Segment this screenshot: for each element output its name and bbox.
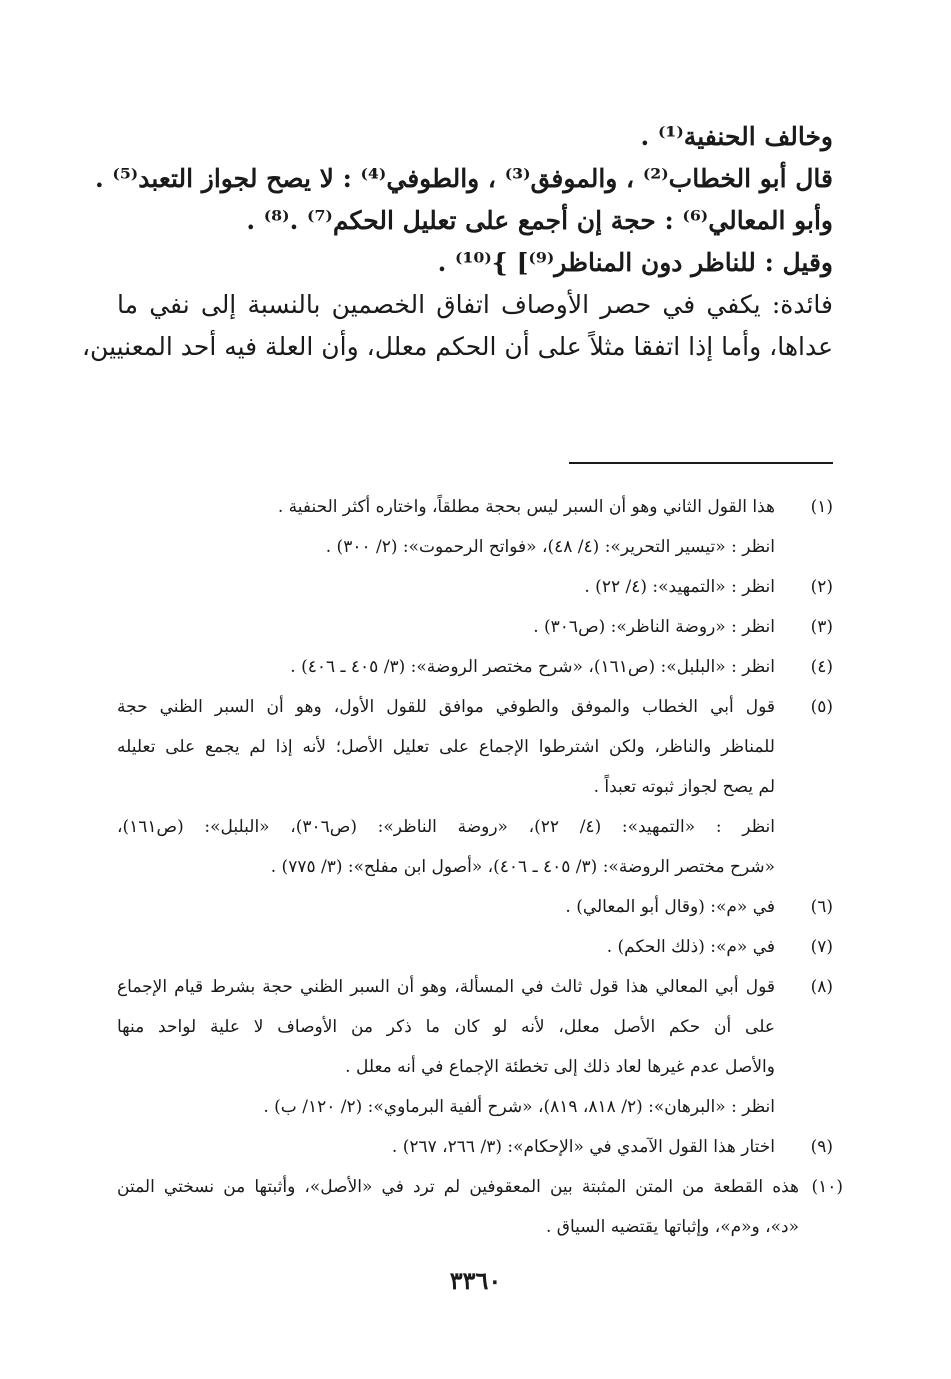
footnotes [117, 487, 843, 1247]
main-text [81, 116, 833, 368]
main-line: وأبو المعالي⁽⁶⁾ : حجة إن أجمع على تعليل الحكم⁽⁷⁾ .⁽⁸⁾ . [246, 206, 833, 235]
footnote-line: لم يصح لجواز ثبوته تعبداً . [593, 777, 775, 797]
footnote-line: قول أبي المعالي هذا قول ثالث في المسألة، وهو أن السبر الظني حجة بشرط قيام الإجماع [117, 977, 775, 997]
footnote-number: (٥) [810, 697, 833, 717]
footnote-number: (٦) [810, 897, 833, 917]
main-line: عداها، وأما إذا اتفقا مثلاً على أن الحكم معلل، وأن العلة فيه أحد المعنيين، [81, 332, 833, 361]
main-line: وخالف الحنفية⁽¹⁾ . [640, 122, 833, 151]
footnote-9 [117, 1127, 833, 1167]
footnote-line: والأصل عدم غيرها لعاد ذلك إلى تخطئة الإجماع في أنه معلل . [345, 1057, 775, 1077]
main-line: وقيل : للناظر دون المناظر⁽⁹⁾] }⁽¹⁰⁾ . [437, 248, 833, 277]
footnote-number: (١٠) [811, 1177, 843, 1197]
footnote-number: (٣) [810, 617, 833, 637]
footnote-line: في «م»: (ذلك الحكم) . [606, 937, 775, 957]
footnote-number: (٨) [810, 977, 833, 997]
footnote-line: انظر : «روضة الناظر»: (ص٣٠٦) . [533, 617, 775, 637]
footnote-line: انظر : «البرهان»: (٢/ ٨١٨، ٨١٩)، «شرح ألفية البرماوي»: (٢/ ١٢٠/ ب) . [263, 1097, 775, 1117]
footnote-line: انظر : «التمهيد»: (٤/ ٢٢)، «روضة الناظر»: (ص٣٠٦)، «البلبل»: (ص١٦١)، [117, 817, 776, 837]
footnote-10 [117, 1167, 843, 1247]
footnote-line: انظر : «تيسير التحرير»: (٤/ ٤٨)، «فواتح الرحموت»: (٢/ ٣٠٠) . [325, 537, 775, 557]
footnote-separator [569, 462, 833, 464]
footnote-line: هذا القول الثاني وهو أن السبر ليس بحجة مطلقاً، واختاره أكثر الحنفية . [277, 497, 775, 517]
footnote-line: انظر : «التمهيد»: (٤/ ٢٢) . [584, 577, 775, 597]
footnote-4 [117, 647, 833, 687]
footnote-line: «شرح مختصر الروضة»: (٣/ ٤٠٥ ـ ٤٠٦)، «أصول ابن مفلح»: (٣/ ٧٧٥) . [270, 857, 775, 877]
footnote-number: (١) [810, 497, 833, 517]
footnote-1 [117, 487, 833, 567]
footnote-line: قول أبي الخطاب والموفق والطوفي موافق للقول الأول، وهو أن السبر الظني حجة [117, 697, 775, 717]
footnote-5 [117, 687, 833, 887]
footnote-3 [117, 607, 833, 647]
footnote-number: (٢) [810, 577, 833, 597]
footnote-line: انظر : «البلبل»: (ص١٦١)، «شرح مختصر الروضة»: (٣/ ٤٠٥ ـ ٤٠٦) . [290, 657, 775, 677]
footnote-number: (٧) [810, 937, 833, 957]
footnote-number: (٩) [810, 1137, 833, 1157]
footnote-8 [117, 967, 833, 1127]
main-line: قال أبو الخطاب⁽²⁾ ، والموفق⁽³⁾ ، والطوفي⁽⁴⁾ : لا يصح لجواز التعبد⁽⁵⁾ . [94, 164, 833, 193]
footnote-7 [117, 927, 833, 967]
footnote-number: (٤) [810, 657, 833, 677]
footnote-line: هذه القطعة من المتن المثبتة بين المعقوفين لم ترد في «الأصل»، وأثبتها من نسختي المتن [117, 1177, 799, 1197]
footnote-line: على أن حكم الأصل معلل، لأنه لو كان ما ذكر من الأوصاف لا علية لواحد منها [117, 1017, 775, 1037]
page-number: ٣٣٦٠ [449, 1266, 502, 1295]
footnote-2 [117, 567, 833, 607]
footnote-line: اختار هذا القول الآمدي في «الإحكام»: (٣/ ٢٦٦، ٢٦٧) . [391, 1137, 775, 1157]
footnote-line: «د»، و«م»، وإثباتها يقتضيه السياق . [545, 1217, 799, 1237]
footnote-6 [117, 887, 833, 927]
footnote-line: في «م»: (وقال أبو المعالي) . [565, 897, 775, 917]
footnote-line: للمناظر والناظر، ولكن اشترطوا الإجماع على تعليل الأصل؛ لأنه إذا لم يجمع على تعليله [117, 737, 775, 757]
main-line: فائدة: يكفي في حصر الأوصاف اتفاق الخصمين بالنسبة إلى نفي ما [117, 290, 833, 319]
